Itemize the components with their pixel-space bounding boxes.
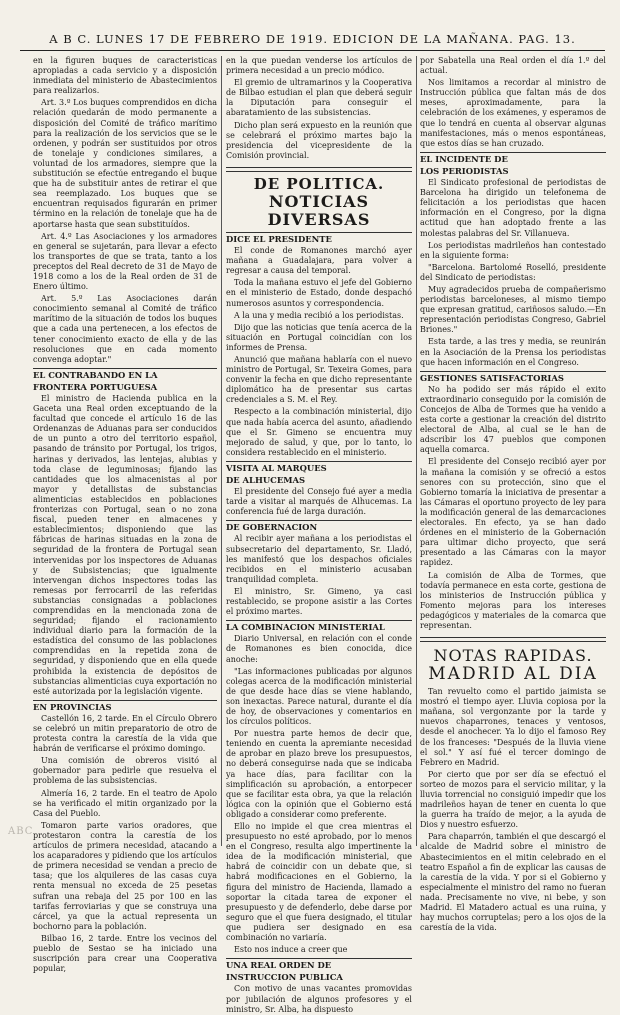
title-rule [420,637,606,642]
section-heading: EL CONTRABANDO EN LA [33,368,217,380]
title-rule [226,167,412,172]
paragraph: Art. 3.º Los buques comprendidos en dicha relación quedarán de modo permanente a disposición del Comité de tráfico marítimo para la realización de los servicios que se le ordenen, y podrán ser sustituidos por otros de tonelaje y condiciones similares, a voluntad de los armadores, siempre que la substitución se efectúe entregando el buque que ha de substituir antes de retirar el que sea reemplazado. Los buques que se encuentran requisados figurarán en primer término en la relación de tonelaje que ha de aportarse hasta que sean substituídos. [33,98,217,229]
paragraph: Muy agradecidos prueba de compañerismo periodistas barceloneses, al mismo tiempo que expresan gratitud, cariñosos saludo.—En representación periodistas Congreso, Gabriel Briones." [420,284,606,335]
article-title: MADRID AL DIA [428,664,598,685]
section-heading: DE ALHUCEMAS [226,475,306,485]
column-divider [221,56,222,846]
paragraph: La comisión de Alba de Tormes, que todavía permanece en esta corte, gestiona de los ministerios de Instrucción pública y Fomento mejoras para los intereses pedagógicos y materiales de la comarca que representan. [420,570,606,630]
paragraph: El Sindicato profesional de periodistas de Barcelona ha dirigido un telefonema de felicitación a los periodistas que hacen información en el Congreso, por la digna actitud que han adoptado frente a las molestas palabras del Sr. Villanueva. [420,178,606,238]
column-2 [226,56,412,1014]
section-heading: LOS PERIODISTAS [420,165,509,176]
section-heading: VISITA AL MARQUES [226,461,412,473]
page-header: A B C. LUNES 17 DE FEBRERO DE 1919. EDICION DE LA MAÑANA. PAG. 13. [49,32,576,46]
section-heading: GESTIONES SATISFACTORIAS [420,371,606,383]
paragraph: Esto nos induce a creer que [234,945,348,955]
section-heading: INSTRUCCION PUBLICA [226,972,343,983]
watermark: ABC [8,826,34,837]
paragraph: Almería 16, 2 tarde. En el teatro de Apolo se ha verificado el mitin organizado por la Casa del Pueblo. [33,788,217,818]
section-heading: DE GOBERNACION [226,520,412,532]
article-title: NOTICIAS DIVERSAS [267,191,371,229]
paragraph: en la que puedan venderse los artículos de primera necesidad a un precio módico. [226,56,412,76]
paragraph: El presidente del Consejo fué ayer a media tarde a visitar al marqués de Alhucemas. La conferencia fué de larga duración. [226,487,412,517]
paragraph: Castellón 16, 2 tarde. En el Círculo Obrero se celebró un mitin preparatorio de otro de protesta contra la carestía de la vida que habrán de verificarse el próximo domingo. [33,713,217,754]
paragraph: Art. 4.º Las Asociaciones y los armadores en general se sujetarán, para llevar a efecto los transportes de que se trata, tanto a los preceptos del Real decreto de 31 de Mayo de 1918 como a los de la Real orden de 31 de Enero último. [33,231,217,292]
paragraph: Los periodistas madrileños han contestado en la siguiente forma: [420,240,606,260]
column-divider [416,56,417,846]
paragraph: Dijo que las noticias que tenía acerca de la situación en Portugal coincidían con los informes de Prensa. [226,322,412,352]
paragraph: Nos limitamos a recordar al ministro de Instrucción pública que faltan más de dos meses, aproximadamente, para la celebración de los exámenes, y esperamos de que lo tendrá en cuenta al observar algunas manifestaciones, más o menos espontáneas, que estos días se han cruzado. [420,78,606,148]
article-title: DE POLITICA. [253,174,385,193]
section-heading: DICE EL PRESIDENTE [226,232,412,244]
paragraph: El ministro, Sr. Gimeno, ya casi restablecido, se propone asistir a las Cortes el próximo martes. [226,586,412,617]
section-heading: EN PROVINCIAS [33,700,217,712]
paragraph: Tan revuelto como el partido jaimista se mostró el tiempo ayer. Lluvia copiosa por la mañana, sol vergonzante por la tarde y nuevos chaparrones, tenaces y ventosos, desde el anochecer. Ya lo dijo el famoso Rey de los franceses: "Después de la lluvia viene el sol." Y así fué el tercer domingo de Febrero en Madrid. [420,687,606,767]
paragraph: El conde de Romanones marchó ayer mañana a Guadalajara, para volver a regresar a causa del temporal. [226,246,412,276]
paragraph: Dicho plan será expuesto en la reunión que se celebrará el próximo martes bajo la presidencia del vicepresidente de la Comisión provincial. [226,120,412,160]
column-3 [420,56,606,933]
paragraph: Diario Universal, en relación con el conde de Romanones es bien conocida, dice anoche: [226,634,412,664]
paragraph: "Las informaciones publicadas por algunos colegas acerca de la modificación ministerial de que desde hace días se viene hablando, son inexactas. Parece natural, durante el día de hoy, de observaciones y comentarios en los círculos políticos. [226,666,412,727]
paragraph: Respecto a la combinación ministerial, dijo que nada había acerca del asunto, añadiendo que el Sr. Gimeno se encuentra muy mejorado de salud, y que, por lo tanto, lo considera restablecido en el ministerio. [226,407,412,457]
paragraph: Por cierto que por ser día se efectuó el sorteo de mozos para el servicio militar, y la lluvia torrencial no consiguió impedir que los madrileños hayan de tener en cuenta lo que la guerra ha traído de mejor, a la ayuda de Dios y nuestro esfuerzo. [420,769,606,830]
paragraph: No ha podido ser más rápido el exito extraordinario conseguido por la comisión de Concejos de Alba de Tormes que ha venido a esta corte a gestionar la creación del distrito electoral de Alba, al cual se le han de adscribir los 47 pueblos que componen aquella comarca. [420,384,606,455]
section-heading: UNA REAL ORDEN DE [226,958,412,970]
paragraph: Al recibir ayer mañana a los periodistas el subsecretario del departamento, Sr. Lladó, les manifestó que los despachos oficiales recibidos en el ministerio acusaban tranquilidad completa. [226,534,412,584]
paragraph: por Sabatella una Real orden el día 1.º del actual. [420,56,606,76]
paragraph: El ministro de Hacienda publica en la Gaceta una Real orden exceptuando de la facultad que concede el artículo 16 de las Ordenanzas de Aduanas para ser conducidos de un punto a otro del territorio español, pasando de tránsito por Portugal, los trigos, harinas y derivados, las lentejas, alubias y toda clase de leguminosas; fijando las cantidades que los almacenistas al por mayor y detallistas de substancias alimenticias establecidos en poblaciones fronterizas con Portugal, sean o no zona fiscal, pueden tener en almacenes y establecimientos; disponiendo que las fábricas de harinas situadas en la zona de seguridad de la frontera de Portugal sean intervenidas por los inspectores de Aduanas y de Subsistencias; que igualmente intervengan dichos inspectores todas las remesas por ferrocarril de las referidas substancias consignadas a poblaciones comprendidas en la mencionada zona de seguridad; fijando el racionamiento individual diario para la formación de la estadística del consumo de las poblaciones comprendidas en la repetida zona de seguridad, y disponiendo que en ella quede prohibida la existencia de depósitos de substancias alimenticias cuya exportación no esté autorizada por la legislación vigente. [33,394,217,696]
paragraph: Art. 5.º Las Asociaciones darán conocimiento semanal al Comité de tráfico marítimo de la situación de todos los buques que a cada una pertenecen, a los efectos de tener conocimiento exacto de ella y de las resoluciones que en cada momento convenga adoptar." [33,294,217,364]
paragraph: en la figuren buques de caracteristicas apropiadas a cada servicio y a disposición inmediata del ministerio de Abastecimientos para realizarlos. [33,56,217,96]
paragraph: Ello no impide el que crea mientras el presupuesto no esté aprobado, por lo menos en el Congreso, resulta algo impertinente la idea de la modificación ministerial, que habrá de coincidir con un debate que, si habrá modificaciones en el Gobierno, la figura del ministro de Hacienda, llamado a soportar la citada tarea de exponer el presupuesto y de defenderlo, debe darse por seguro que el que fuera designado, el titular que pudiera ser designado en esa combinación no variaría. [226,822,412,943]
paragraph: Tomaron parte varios oradores, que protestaron contra la carestía de los artículos de primera necesidad, atacando a los acaparadores y pidiendo que los artículos de primera necesidad se vendan a precio de tasa; que los alquileres de las casas cuya renta mensual no exceda de 25 pesetas sufran una rebaja del 25 por 100 en las tarifas ferroviarias y que se construya una cárcel, ya que la actual representa un bochorno para la población. [33,820,217,931]
paragraph: A la una y media recibió a los periodistas. [234,310,404,320]
section-heading: EL INCIDENTE DE [420,152,606,164]
paragraph: Esta tarde, a las tres y media, se reunirán en la Asociación de la Prensa los periodistas que hacen información en el Congreso. [420,337,606,367]
paragraph: Con motivo de unas vacantes promovidas por jubilación de algunos profesores y el ministro, Sr. Alba, ha dispuesto [226,984,412,1014]
paragraph: Una comisión de obreros visitó al gobernador para pedirle que resuelva el problema de las subsistencias. [33,756,217,786]
paragraph: "Barcelona. Bartolomé Roselló, presidente del Sindicato de periodistas: [420,262,606,282]
paragraph: El presidente del Consejo recibió ayer por la mañana la comisión y se ofreció a estos senores con su protección, sino que el Gobierno tomaría la iniciativa de presentar a las Cámaras el oportuno proyecto de ley para la modificación general de las demarcaciones electorales. En efecto, ya se han dado órdenes en el ministerio de la Gobernación para ultimar dicho proyecto, que será presentado a las Cámaras con la mayor rapidez. [420,457,606,568]
paragraph: Toda la mañana estuvo el jefe del Gobierno en el ministerio de Estado, donde despachó numerosos asuntos y correspondencia. [226,278,412,308]
column-1 [33,56,217,974]
section-heading: LA COMBINACION MINISTERIAL [226,620,412,632]
section-heading: FRONTERA PORTUGUESA [33,381,158,392]
paragraph: Para chaparrón, también el que descargó el alcalde de Madrid sobre el ministro de Abastecimientos en el mitin celebrado en el teatro Español a fin de explicar las causas de la carestía de la vida. Y por si el Gobierno y especialmente el ministro del ramo no fueran nada. Precisamente no vive, ni bebe, y son Madrid. El Matadero actual es una ruina, y hay muchos corruptelas; pero a los ojos de la carestía de la vida. [420,832,606,933]
paragraph: Anunció que mañana hablaría con el nuevo ministro de Portugal, Sr. Texeira Gomes, para convenir la fecha en que dicho representante diplomático ha de presentar sus cartas credenciales a S. M. el Rey. [226,354,412,405]
paragraph: El gremio de ultramarinos y la Cooperativa de Bilbao estudian el plan que deberá seguir la Diputación para conseguir el abaratamiento de las subsistencias. [226,78,412,118]
header-rule [20,50,605,51]
paragraph: Bilbao 16, 2 tarde. Entre los vecinos del pueblo de Sestao se ha iniciado una suscripción para crear una Cooperativa popular, [33,933,217,974]
paragraph: Por nuestra parte hemos de decir que, teniendo en cuenta la apremiante necesidad de aprobar en plazo breve los presupuestos, no deberá conseguirse nada que se indicaba ya hace días, para facilitar con la simplificación su aprobación, a entorpecer que se facilitar esta obra, ya que la relación lógica con la opinión que el Gobierno está obligado a considerar como preferente. [226,729,412,819]
article-title: NOTAS RAPIDAS. [433,646,593,666]
